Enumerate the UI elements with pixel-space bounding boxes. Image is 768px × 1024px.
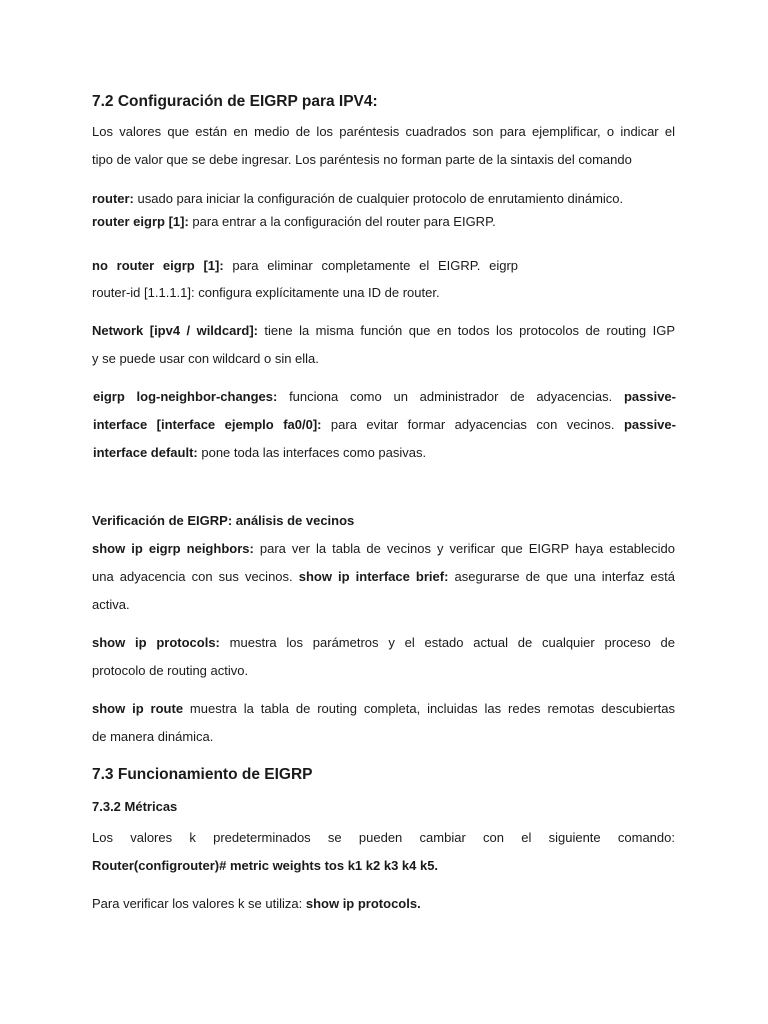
neighbors-term: show ip eigrp neighbors: [92,541,254,556]
router-term: router: [92,191,134,206]
section-73-title: 7.3 Funcionamiento de EIGRP [92,766,313,783]
section-72-title: 7.2 Configuración de EIGRP para IPV4: [92,93,378,110]
log-neighbor-term: eigrp log-neighbor-changes: [93,389,278,404]
router-id-line: router-id [1.1.1.1]: configura explícitamente una ID de router. [92,285,440,300]
passive-default-term: interface default: [93,445,198,460]
interface-brief-term: show ip interface brief: [298,569,449,584]
k-values-paragraph: Los valores k predeterminados se pueden cambiar con el siguiente comando: Router(configrouter)# metric weights tos k1 k2 k3 k4 k5. [92,830,675,873]
verify-k-values: Para verificar los valores k se utiliza: show ip protocols. [92,896,421,911]
router-eigrp-term: router eigrp [1]: [92,214,189,229]
network-command: Network [ipv4 / wildcard]: tiene la misma función que en todos los protocolos de routing IGP y se puede usar con wildcard o sin ella. [92,323,675,366]
verify-command: show ip protocols. [305,896,421,911]
passive-interface-term: interface [interface ejemplo fa0/0]: [93,417,322,432]
route-term: show ip route [92,701,184,716]
ip-protocols-command: show ip protocols: muestra los parámetros y el estado actual de cualquier proceso de protocolo de routing activo. [92,635,675,678]
metric-weights-command: Router(configrouter)# metric weights tos k1 k2 k3 k4 k5. [92,858,439,873]
no-router-term: no router eigrp [1]: [92,258,224,273]
ip-route-command: show ip route muestra la tabla de routing completa, incluidas las redes remotas descubiertas de manera dinámica. [92,701,675,744]
protocols-term: show ip protocols: [92,635,220,650]
metrics-subtitle: 7.3.2 Métricas [92,799,178,814]
network-term: Network [ipv4 / wildcard]: [92,323,258,338]
eigrp-log-passive: eigrp log-neighbor-changes: funciona como un administrador de adyacencias. passive- interface [interface ejemplo fa0/0]: para evitar formar adyacencias con vecinos. passive- interface default: pone toda las interfaces como pasivas. [93,389,676,460]
intro-paragraph: Los valores que están en medio de los paréntesis cuadrados son para ejemplificar, o indicar el tipo de valor que se debe ingresar. Los paréntesis no forman parte de la sintaxis del comando [92,124,675,167]
verification-heading: Verificación de EIGRP: análisis de vecinos [92,513,355,528]
router-commands: router: usado para iniciar la configuración de cualquier protocolo de enrutamiento dinámico. router eigrp [1]: para entrar a la configuración del router para EIGRP. [92,191,624,229]
no-router-command: no router eigrp [1]: para eliminar completamente el EIGRP. eigrp [92,258,518,273]
eigrp-neighbors-command: show ip eigrp neighbors: para ver la tabla de vecinos y verificar que EIGRP haya establecido una adyacencia con sus vecinos. show ip interface brief: asegurarse de que una interfaz está activa. [92,541,676,612]
